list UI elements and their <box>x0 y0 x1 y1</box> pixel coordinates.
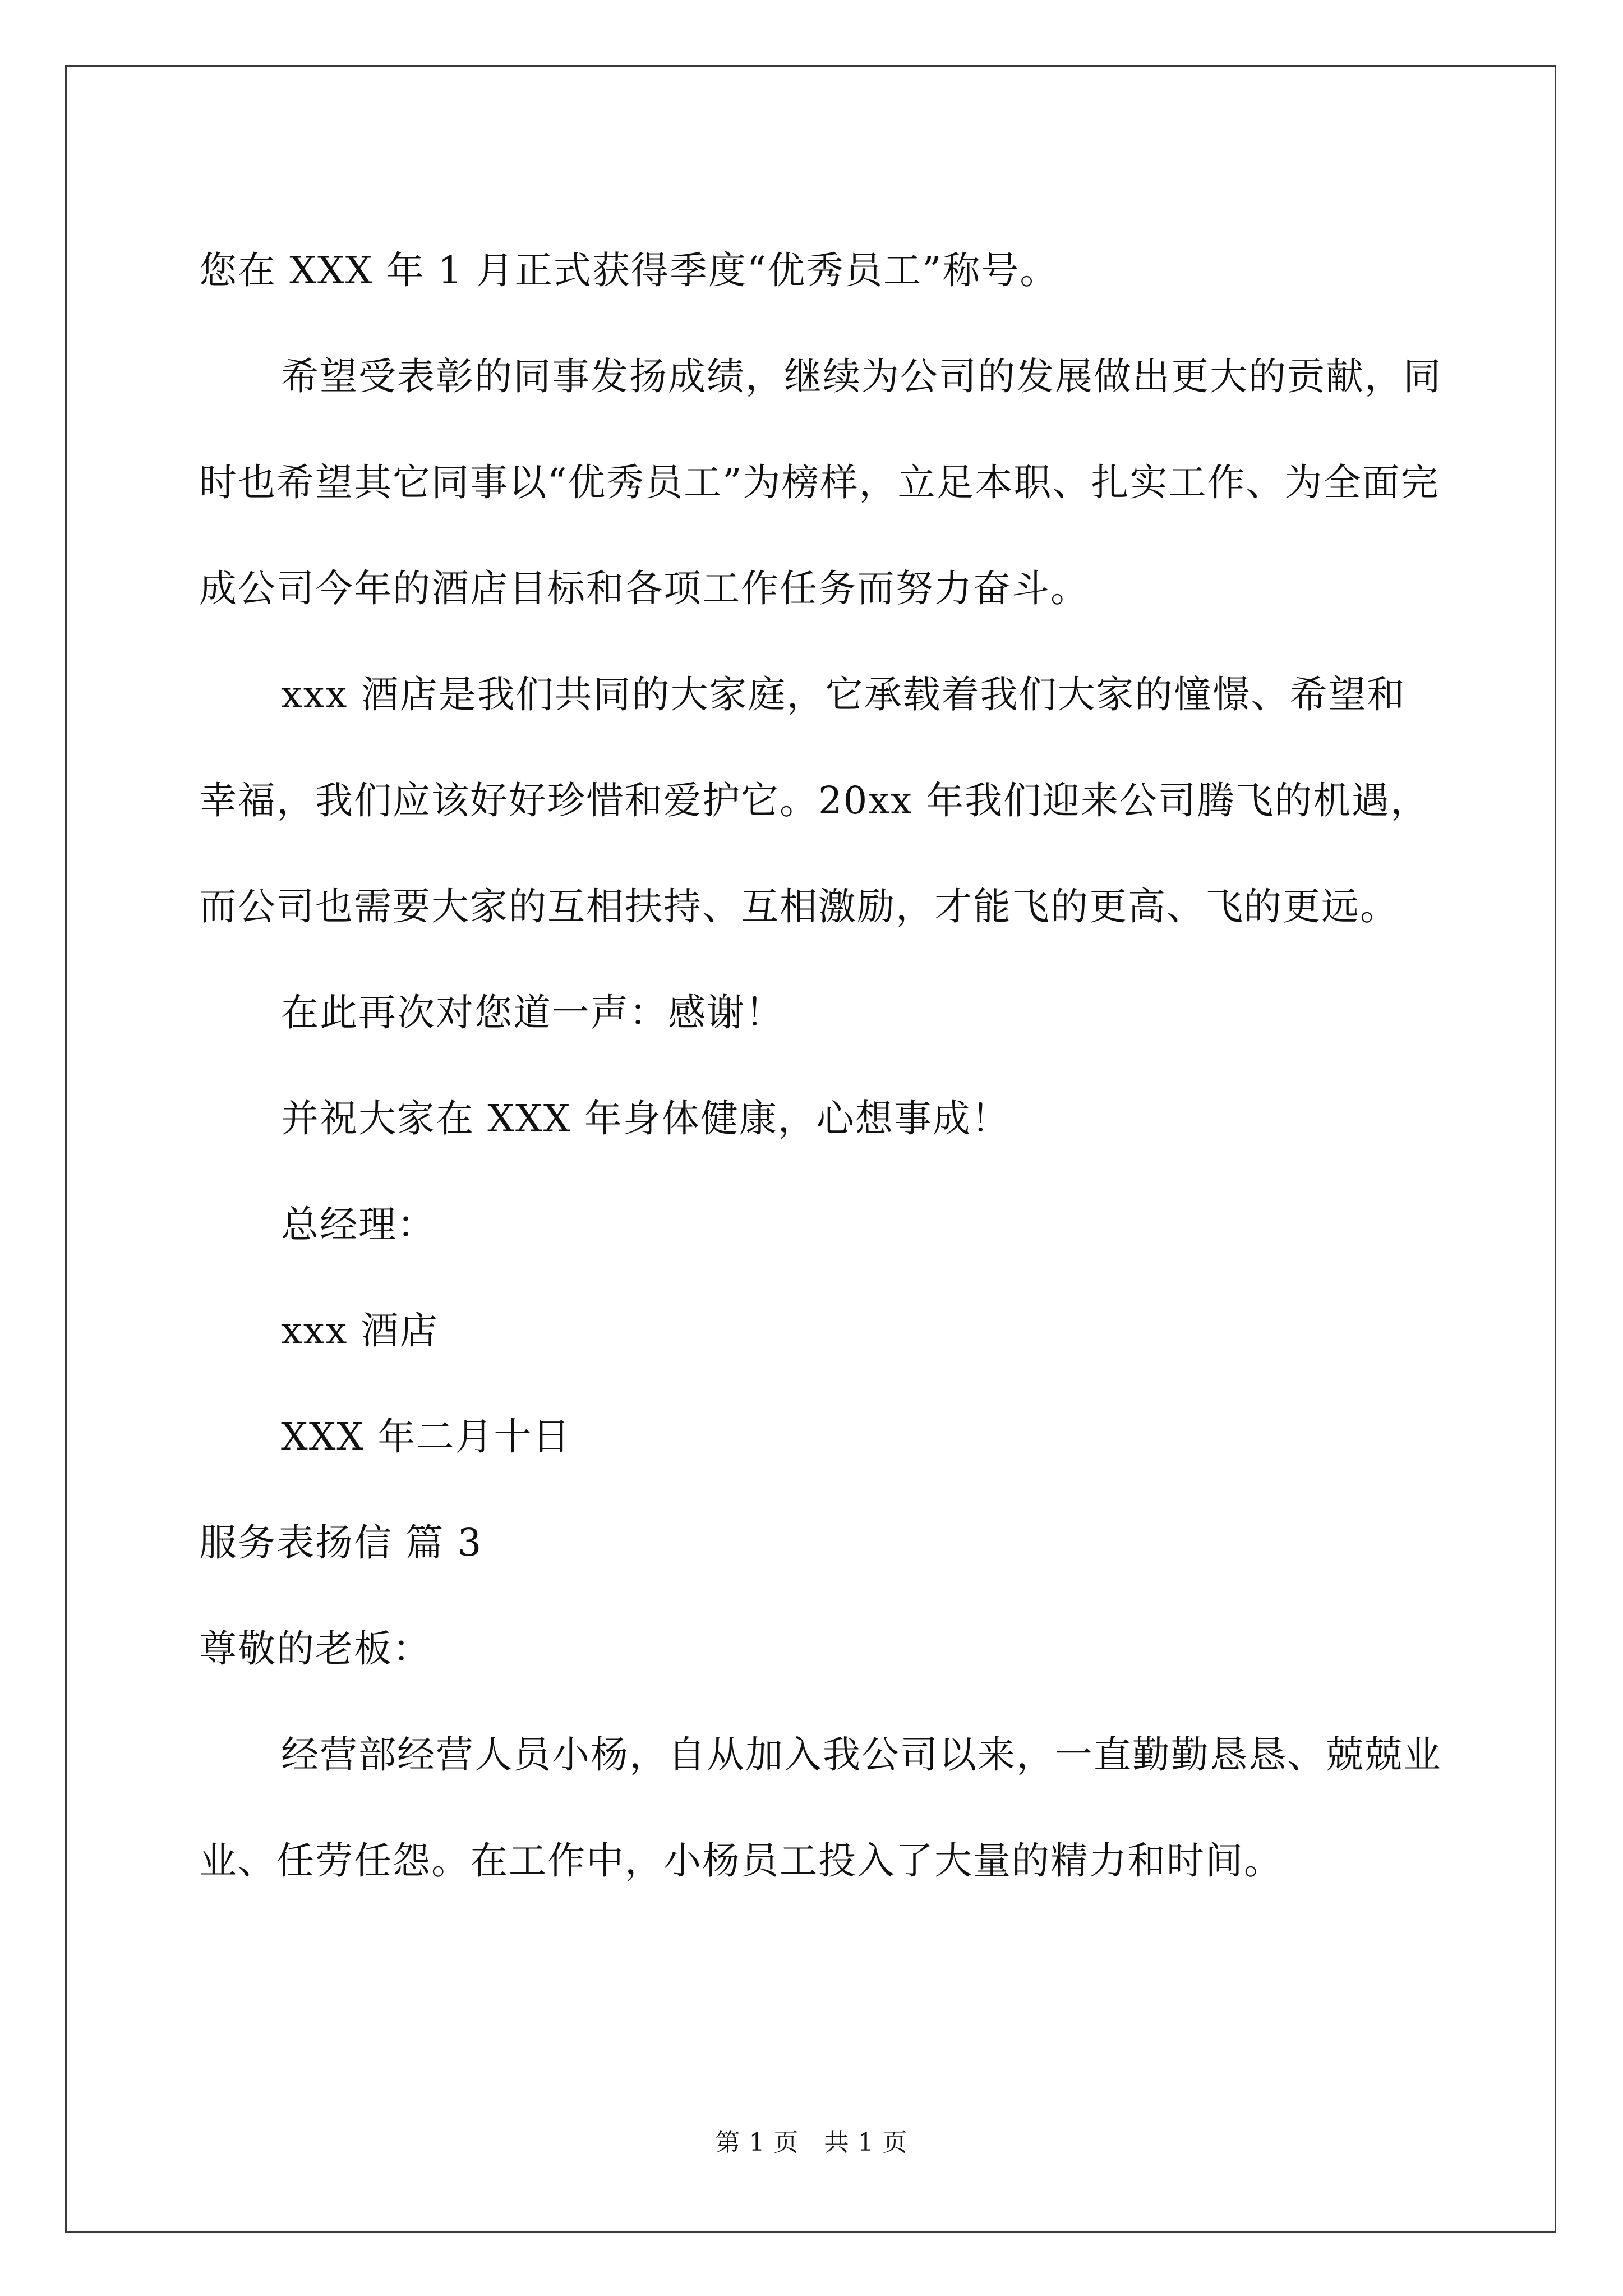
paragraph-hotel-family: xxx 酒店是我们共同的大家庭，它承载着我们大家的憧憬、希望和幸福，我们应该好好珍惜和爱护它。20xx 年我们迎来公司腾飞的机遇，而公司也需要大家的互相扶持、互相激励，才能飞的更高、飞的更远。 <box>199 673 1430 928</box>
signature-date: XXX 年二月十日 <box>281 1415 571 1458</box>
section-heading: 服务表扬信 篇 3 <box>199 1521 483 1565</box>
paragraph-employee-praise: 经营部经营人员小杨，自从加入我公司以来，一直勤勤恳恳、兢兢业业、任劳任怨。在工作中，小杨员工投入了大量的精力和时间。 <box>199 1733 1442 1883</box>
page-number: 第 1 页 共 1 页 <box>715 2128 908 2157</box>
signature-title: 总经理： <box>281 1203 436 1246</box>
signature-hotel: xxx 酒店 <box>281 1309 439 1352</box>
paragraph-award-notice: 您在 XXX 年 1 月正式获得季度“优秀员工”称号。 <box>199 249 1059 292</box>
paragraph-hope: 希望受表彰的同事发扬成绩，继续为公司的发展做出更大的贡献，同时也希望其它同事以“优秀员工”为榜样，立足本职、扎实工作、为全面完成公司今年的酒店目标和各项工作任务而努力奋斗。 <box>199 355 1442 610</box>
paragraph-wishes: 并祝大家在 XXX 年身体健康，心想事成！ <box>281 1097 1010 1140</box>
paragraph-thanks: 在此再次对您道一声：感谢！ <box>281 991 784 1034</box>
salutation: 尊敬的老板： <box>199 1627 431 1671</box>
document-body <box>199 218 1444 1914</box>
